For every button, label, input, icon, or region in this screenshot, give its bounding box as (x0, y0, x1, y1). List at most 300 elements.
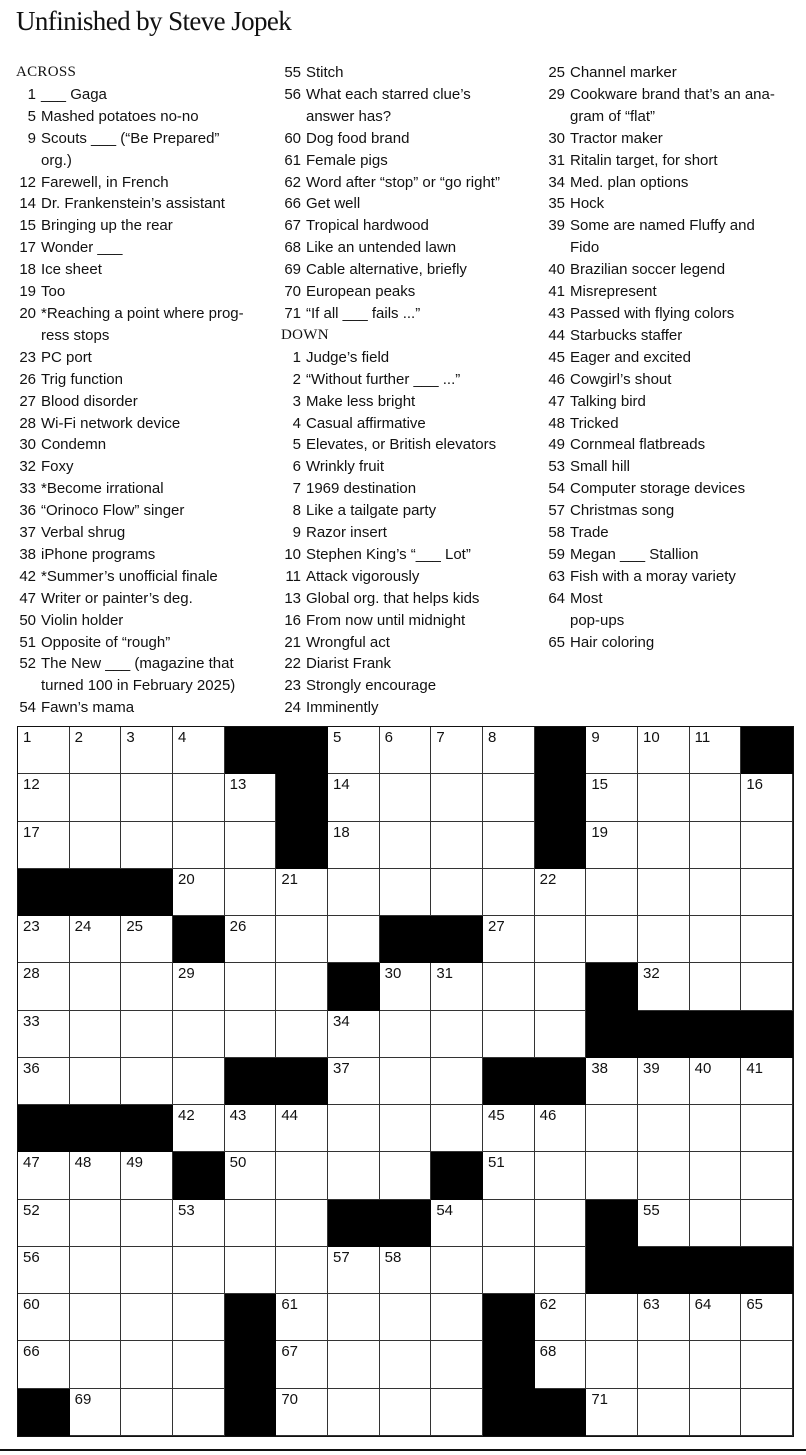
grid-cell[interactable] (431, 963, 483, 1010)
grid-cell[interactable] (328, 1341, 380, 1388)
grid-cell[interactable] (328, 774, 380, 821)
grid-cell[interactable] (741, 1105, 793, 1152)
cell-number: 27 (488, 918, 505, 936)
clue-text: Verbal shrug (41, 524, 126, 542)
grid-cell[interactable] (586, 822, 638, 869)
grid-cell[interactable] (638, 1294, 690, 1341)
clue-item (16, 303, 278, 347)
grid-cell[interactable] (276, 916, 328, 963)
grid-cell[interactable] (586, 1294, 638, 1341)
grid-cell[interactable] (70, 1341, 122, 1388)
clue-item (545, 369, 803, 391)
grid-cell[interactable] (328, 822, 380, 869)
grid-cell[interactable] (638, 963, 690, 1010)
grid-cell[interactable] (431, 869, 483, 916)
clue-number: 14 (19, 195, 36, 213)
grid-cell[interactable] (70, 963, 122, 1010)
grid-cell[interactable] (18, 1200, 70, 1247)
clue-text: Tractor maker (570, 129, 663, 147)
grid-cell[interactable] (690, 1058, 742, 1105)
grid-cell[interactable] (328, 1152, 380, 1199)
grid-cell[interactable] (535, 1247, 587, 1294)
grid-cell[interactable] (535, 1200, 587, 1247)
clue-text: Violin holder (41, 611, 124, 629)
grid-block (276, 1058, 328, 1106)
grid-block (18, 1105, 70, 1153)
grid-cell[interactable] (70, 1152, 122, 1199)
grid-cell[interactable] (638, 1200, 690, 1247)
grid-cell[interactable] (328, 1294, 380, 1341)
grid-cell[interactable] (380, 1011, 432, 1058)
grid-cell[interactable] (431, 1247, 483, 1294)
grid-cell[interactable] (638, 869, 690, 916)
grid-cell[interactable] (586, 1058, 638, 1105)
clue-item (16, 347, 278, 369)
grid-cell[interactable] (431, 1011, 483, 1058)
grid-cell[interactable] (18, 774, 70, 821)
cell-number: 67 (281, 1343, 299, 1361)
grid-cell[interactable] (173, 774, 225, 821)
grid-cell[interactable] (586, 727, 638, 774)
grid-cell[interactable] (638, 727, 690, 774)
grid-cell[interactable] (121, 1247, 173, 1294)
grid-block (18, 869, 70, 917)
clue-item (16, 478, 278, 500)
grid-cell[interactable] (380, 1058, 432, 1105)
grid-cell[interactable] (328, 1389, 380, 1436)
cell-number: 57 (333, 1248, 350, 1266)
clue-item (281, 610, 543, 632)
grid-cell[interactable] (225, 774, 277, 821)
grid-cell[interactable] (70, 1200, 122, 1247)
grid-block (225, 727, 277, 775)
grid-cell[interactable] (173, 1105, 225, 1152)
grid-cell[interactable] (276, 869, 328, 916)
grid-block (535, 822, 587, 870)
grid-block (225, 1294, 277, 1342)
clue-number: 8 (292, 502, 301, 520)
clue-number: 71 (284, 304, 301, 322)
clue-text: Farewell, in French (41, 173, 169, 191)
grid-cell[interactable] (586, 1341, 638, 1388)
grid-cell[interactable] (380, 1247, 432, 1294)
clue-number: 61 (284, 151, 301, 169)
grid-cell[interactable] (535, 869, 587, 916)
grid-block (380, 916, 432, 964)
grid-cell[interactable] (535, 1105, 587, 1152)
grid-cell[interactable] (586, 916, 638, 963)
grid-cell[interactable] (380, 1389, 432, 1436)
cell-number: 4 (178, 729, 187, 746)
clue-item (281, 632, 543, 654)
grid-cell[interactable] (18, 1294, 70, 1341)
grid-cell[interactable] (638, 916, 690, 963)
grid-cell[interactable] (276, 1341, 328, 1388)
grid-cell[interactable] (18, 963, 70, 1010)
grid-cell[interactable] (18, 1011, 70, 1058)
grid-cell[interactable] (70, 1058, 122, 1105)
clue-number: 55 (284, 64, 301, 81)
clue-number: 3 (292, 392, 301, 410)
grid-cell[interactable] (431, 1389, 483, 1436)
clue-item (545, 84, 803, 128)
grid-cell[interactable] (483, 1011, 535, 1058)
grid-cell[interactable] (483, 1105, 535, 1152)
clue-item (545, 478, 803, 500)
grid-cell[interactable] (173, 1200, 225, 1247)
grid-cell[interactable] (173, 1389, 225, 1436)
grid-cell[interactable] (70, 1389, 122, 1436)
clue-number: 9 (27, 129, 36, 147)
grid-cell[interactable] (328, 1247, 380, 1294)
grid-cell[interactable] (431, 1294, 483, 1341)
clue-item (16, 588, 278, 610)
grid-cell[interactable] (276, 1294, 328, 1341)
clue-item (545, 632, 803, 654)
grid-cell[interactable] (483, 727, 535, 774)
clue-item (281, 259, 543, 281)
clue-item (16, 413, 278, 435)
grid-cell[interactable] (225, 1011, 277, 1058)
grid-cell[interactable] (638, 1389, 690, 1436)
clue-item (545, 456, 803, 478)
grid-cell[interactable] (483, 1152, 535, 1199)
grid-cell[interactable] (173, 963, 225, 1010)
grid-cell[interactable] (638, 1341, 690, 1388)
clue-item (281, 172, 543, 194)
grid-cell[interactable] (70, 727, 122, 774)
clue-item (16, 84, 278, 106)
grid-block (586, 1247, 638, 1295)
clue-number: 65 (548, 633, 565, 651)
clue-item (16, 697, 278, 719)
grid-cell[interactable] (741, 774, 793, 821)
clue-text: Female pigs (306, 151, 388, 169)
clue-text: Imminently (306, 699, 379, 717)
grid-cell[interactable] (225, 916, 277, 963)
grid-cell[interactable] (328, 727, 380, 774)
grid-cell[interactable] (18, 1247, 70, 1294)
cell-number: 31 (436, 965, 454, 983)
grid-cell[interactable] (70, 822, 122, 869)
cell-number: 1 (23, 729, 32, 746)
grid-cell[interactable] (380, 1341, 432, 1388)
grid-cell[interactable] (380, 1152, 432, 1199)
clue-text: Fish with a moray variety (570, 567, 736, 585)
clue-number: 22 (284, 655, 301, 673)
clue-item (545, 434, 803, 456)
grid-block (225, 1389, 277, 1437)
clue-text: Casual affirmative (306, 414, 426, 432)
cell-number: 42 (178, 1107, 195, 1125)
grid-cell[interactable] (121, 822, 173, 869)
grid-cell[interactable] (380, 869, 432, 916)
grid-cell[interactable] (276, 1389, 328, 1436)
clue-column-1 (16, 62, 278, 719)
grid-cell[interactable] (483, 1200, 535, 1247)
clue-item (545, 172, 803, 194)
grid-cell[interactable] (638, 1058, 690, 1105)
grid-cell[interactable] (535, 1152, 587, 1199)
clue-item (16, 193, 278, 215)
grid-cell[interactable] (638, 1105, 690, 1152)
clue-text: *Become irrational (41, 480, 164, 498)
clue-item (545, 566, 803, 588)
cell-number: 49 (126, 1154, 144, 1172)
grid-cell[interactable] (483, 869, 535, 916)
grid-cell[interactable] (535, 916, 587, 963)
grid-cell[interactable] (741, 1389, 793, 1436)
grid-cell[interactable] (225, 1105, 277, 1152)
clue-text: *Summer’s unofficial finale (41, 567, 218, 585)
grid-block (173, 916, 225, 964)
cell-number: 8 (488, 729, 497, 746)
grid-cell[interactable] (70, 1247, 122, 1294)
clue-text: Fawn’s mama (41, 699, 135, 717)
grid-cell[interactable] (121, 1200, 173, 1247)
down-clue-list-continued (545, 62, 803, 653)
grid-cell[interactable] (483, 774, 535, 821)
grid-cell[interactable] (18, 1152, 70, 1199)
cell-number: 14 (333, 776, 350, 794)
clue-item (16, 610, 278, 632)
clue-item (281, 544, 543, 566)
grid-cell[interactable] (741, 1058, 793, 1105)
grid-cell[interactable] (225, 1247, 277, 1294)
grid-cell[interactable] (586, 1152, 638, 1199)
grid-cell[interactable] (431, 1341, 483, 1388)
clue-number: 68 (284, 239, 301, 257)
grid-cell[interactable] (380, 963, 432, 1010)
grid-cell[interactable] (690, 1341, 742, 1388)
cell-number: 43 (229, 1107, 247, 1125)
clue-text: From now until midnight (306, 611, 466, 629)
grid-cell[interactable] (586, 774, 638, 821)
grid-cell[interactable] (70, 916, 122, 963)
grid-cell[interactable] (586, 1389, 638, 1436)
grid-cell[interactable] (121, 916, 173, 963)
across-clue-list-continued (281, 62, 543, 325)
grid-cell[interactable] (483, 822, 535, 869)
clue-number: 30 (548, 129, 565, 147)
clue-text: Razor insert (306, 524, 387, 542)
grid-cell[interactable] (328, 1058, 380, 1105)
clue-item (16, 237, 278, 259)
grid-cell[interactable] (121, 1341, 173, 1388)
grid-cell[interactable] (431, 774, 483, 821)
grid-cell[interactable] (173, 1247, 225, 1294)
clue-number: 63 (548, 567, 565, 585)
clue-text: org.) (41, 151, 72, 169)
grid-cell[interactable] (741, 916, 793, 963)
grid-cell[interactable] (741, 1341, 793, 1388)
cell-number: 23 (23, 918, 40, 936)
cell-number: 38 (591, 1059, 609, 1077)
clue-number: 16 (284, 611, 301, 629)
grid-cell[interactable] (173, 822, 225, 869)
clue-item (16, 632, 278, 654)
clue-text: Trig function (41, 370, 123, 388)
grid-cell[interactable] (380, 774, 432, 821)
grid-cell[interactable] (70, 774, 122, 821)
grid-block (638, 1011, 690, 1059)
grid-block (431, 916, 483, 964)
clue-item (545, 522, 803, 544)
clue-text: Wrinkly fruit (306, 458, 385, 476)
grid-cell[interactable] (18, 822, 70, 869)
grid-cell[interactable] (690, 727, 742, 774)
grid-cell[interactable] (121, 727, 173, 774)
clue-text: Elevates, or British elevators (306, 436, 497, 454)
grid-cell[interactable] (690, 869, 742, 916)
grid-cell[interactable] (535, 963, 587, 1010)
cell-number: 10 (643, 729, 660, 746)
grid-cell[interactable] (380, 1105, 432, 1152)
grid-cell[interactable] (225, 1200, 277, 1247)
grid-cell[interactable] (121, 1011, 173, 1058)
clue-text: Blood disorder (41, 392, 138, 410)
grid-cell[interactable] (121, 774, 173, 821)
grid-block (121, 1105, 173, 1153)
clue-number: 56 (284, 85, 301, 103)
grid-cell[interactable] (70, 1294, 122, 1341)
cell-number: 5 (333, 729, 342, 746)
grid-cell[interactable] (121, 963, 173, 1010)
grid-cell[interactable] (690, 774, 742, 821)
grid-cell[interactable] (586, 869, 638, 916)
grid-cell[interactable] (380, 1294, 432, 1341)
clue-number: 2 (292, 370, 301, 388)
grid-cell[interactable] (690, 963, 742, 1010)
grid-cell[interactable] (535, 1011, 587, 1058)
grid-cell[interactable] (225, 963, 277, 1010)
grid-cell[interactable] (690, 1294, 742, 1341)
grid-cell[interactable] (18, 1341, 70, 1388)
grid-cell[interactable] (741, 1152, 793, 1199)
cell-number: 9 (591, 729, 600, 746)
clue-number: 20 (19, 304, 36, 322)
grid-cell[interactable] (276, 1152, 328, 1199)
grid-cell[interactable] (173, 1011, 225, 1058)
grid-cell[interactable] (741, 1200, 793, 1247)
grid-cell[interactable] (18, 1058, 70, 1105)
cell-number: 46 (539, 1107, 557, 1125)
grid-cell[interactable] (121, 1389, 173, 1436)
grid-cell[interactable] (328, 916, 380, 963)
grid-cell[interactable] (690, 1105, 742, 1152)
grid-cell[interactable] (380, 822, 432, 869)
grid-cell[interactable] (431, 727, 483, 774)
cell-number: 64 (694, 1296, 712, 1314)
grid-block (741, 1011, 793, 1059)
grid-cell[interactable] (276, 963, 328, 1010)
grid-block (535, 774, 587, 822)
grid-cell[interactable] (690, 1152, 742, 1199)
grid-cell[interactable] (276, 1011, 328, 1058)
grid-cell[interactable] (431, 822, 483, 869)
clue-text: 1969 destination (306, 480, 417, 498)
grid-cell[interactable] (173, 869, 225, 916)
grid-cell[interactable] (638, 1152, 690, 1199)
grid-cell[interactable] (225, 822, 277, 869)
grid-cell[interactable] (483, 916, 535, 963)
clue-text: Stitch (306, 64, 344, 81)
grid-cell[interactable] (586, 1105, 638, 1152)
cell-number: 41 (746, 1059, 764, 1077)
grid-cell[interactable] (431, 1200, 483, 1247)
cell-number: 45 (488, 1107, 505, 1125)
grid-cell[interactable] (173, 1058, 225, 1105)
clue-text: Eager and excited (570, 348, 691, 366)
grid-cell[interactable] (690, 916, 742, 963)
clue-text: Word after “stop” or “go right” (306, 173, 500, 191)
grid-cell[interactable] (328, 1105, 380, 1152)
grid-cell[interactable] (173, 1294, 225, 1341)
grid-cell[interactable] (741, 869, 793, 916)
clue-number: 4 (292, 414, 301, 432)
clue-item (281, 653, 543, 675)
grid-cell[interactable] (225, 1152, 277, 1199)
clue-number: 54 (548, 480, 565, 498)
grid-cell[interactable] (638, 774, 690, 821)
grid-cell[interactable] (380, 727, 432, 774)
clue-number: 10 (284, 545, 301, 563)
grid-cell[interactable] (431, 1058, 483, 1105)
grid-cell[interactable] (741, 963, 793, 1010)
grid-cell[interactable] (225, 869, 277, 916)
clue-text: The New ___ (magazine that (41, 655, 234, 673)
grid-cell[interactable] (483, 1247, 535, 1294)
clue-text: Some are named Fluffy and (570, 217, 755, 235)
clue-number: 70 (284, 283, 301, 301)
grid-cell[interactable] (328, 1011, 380, 1058)
grid-cell[interactable] (18, 727, 70, 774)
clue-number: 54 (19, 699, 36, 717)
clue-item (545, 62, 803, 84)
clue-number: 7 (292, 480, 301, 498)
grid-cell[interactable] (638, 822, 690, 869)
cell-number: 15 (591, 776, 609, 794)
grid-cell[interactable] (173, 1341, 225, 1388)
grid-cell[interactable] (121, 1058, 173, 1105)
grid-cell[interactable] (690, 1389, 742, 1436)
grid-cell[interactable] (535, 1341, 587, 1388)
grid-cell[interactable] (173, 727, 225, 774)
grid-block (70, 869, 122, 917)
grid-cell[interactable] (483, 963, 535, 1010)
grid-cell[interactable] (741, 822, 793, 869)
grid-cell[interactable] (70, 1011, 122, 1058)
clue-text: ress stops (41, 326, 110, 344)
grid-cell[interactable] (121, 1152, 173, 1199)
grid-cell[interactable] (328, 869, 380, 916)
grid-cell[interactable] (276, 1200, 328, 1247)
grid-block (586, 1200, 638, 1248)
cell-number: 24 (74, 918, 92, 936)
grid-cell[interactable] (741, 1294, 793, 1341)
grid-cell[interactable] (690, 822, 742, 869)
grid-cell[interactable] (431, 1105, 483, 1152)
grid-cell[interactable] (276, 1105, 328, 1152)
grid-cell[interactable] (18, 916, 70, 963)
grid-cell[interactable] (121, 1294, 173, 1341)
clue-number: 34 (548, 173, 565, 191)
clue-number: 60 (284, 129, 301, 147)
grid-cell[interactable] (690, 1200, 742, 1247)
grid-cell[interactable] (276, 1247, 328, 1294)
clue-number: 12 (19, 173, 36, 191)
grid-cell[interactable] (535, 1294, 587, 1341)
